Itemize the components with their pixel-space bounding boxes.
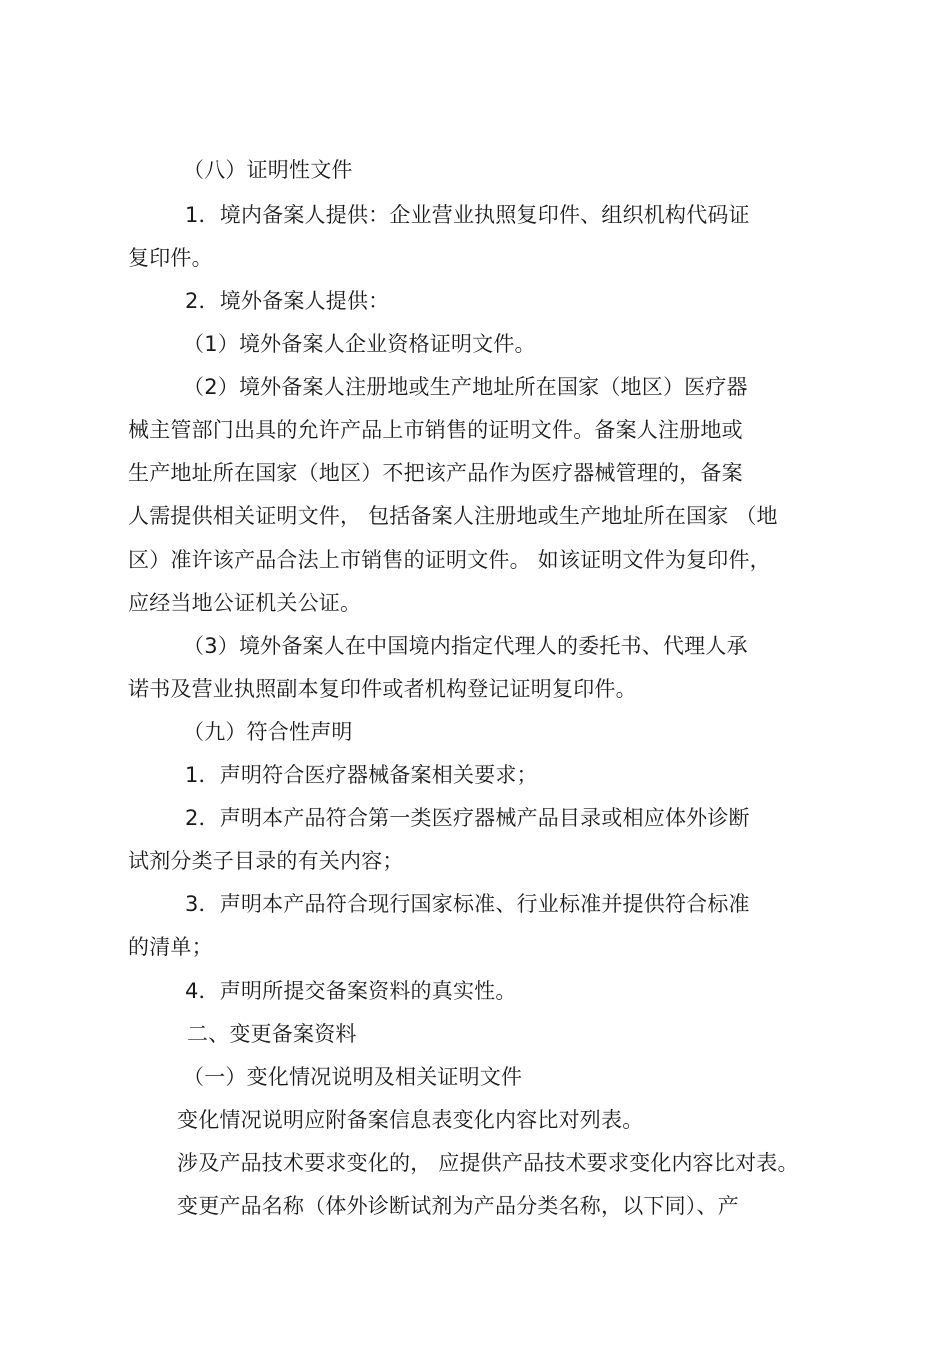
- paragraph-line: （2）境外备案人注册地或生产地址所在国家（地区）医疗器: [183, 375, 748, 399]
- paragraph-line: 2．声明本产品符合第一类医疗器械产品目录或相应体外诊断: [185, 806, 750, 830]
- paragraph-line: 复印件。: [128, 246, 213, 270]
- paragraph-line: 2．境外备案人提供：: [185, 289, 390, 313]
- paragraph-line: 诺书及营业执照副本复印件或者机构登记证明复印件。: [128, 677, 637, 701]
- paragraph-line: 变化情况说明应附备案信息表变化内容比对列表。: [177, 1108, 644, 1132]
- paragraph-line: 应经当地公证机关公证。: [128, 591, 362, 615]
- heading-change-filing-materials: 二、变更备案资料: [187, 1022, 357, 1046]
- paragraph-line: 生产地址所在国家（地区）不把该产品作为医疗器械管理的，备案: [128, 461, 743, 485]
- paragraph-line: （3）境外备案人在中国境内指定代理人的委托书、代理人承: [183, 634, 748, 658]
- paragraph-line: 区）准许该产品合法上市销售的证明文件。 如该证明文件为复印件，: [128, 548, 771, 572]
- paragraph-line: 械主管部门出具的允许产品上市销售的证明文件。备案人注册地或: [128, 418, 743, 442]
- paragraph-line: 试剂分类子目录的有关内容；: [128, 849, 404, 873]
- paragraph-line: 变更产品名称（体外诊断试剂为产品分类名称，以下同）、产: [177, 1194, 739, 1218]
- paragraph-line: 1．声明符合医疗器械备案相关要求；: [185, 763, 538, 787]
- paragraph-line: （1）境外备案人企业资格证明文件。: [183, 332, 536, 356]
- paragraph-line: 人需提供相关证明文件， 包括备案人注册地或生产地址所在国家 （地: [128, 504, 778, 528]
- paragraph-line: 4．声明所提交备案资料的真实性。: [185, 979, 517, 1003]
- paragraph-line: 1．境内备案人提供：企业营业执照复印件、组织机构代码证: [185, 203, 750, 227]
- heading-change-description: （一）变化情况说明及相关证明文件: [183, 1065, 523, 1089]
- heading-conformity-statement: （九）符合性声明: [183, 720, 353, 744]
- heading-certification-documents: （八）证明性文件: [183, 158, 353, 182]
- paragraph-line: 涉及产品技术要求变化的， 应提供产品技术要求变化内容比对表。: [177, 1151, 799, 1175]
- paragraph-line: 3．声明本产品符合现行国家标准、行业标准并提供符合标准: [185, 892, 750, 916]
- paragraph-line: 的清单；: [128, 935, 213, 959]
